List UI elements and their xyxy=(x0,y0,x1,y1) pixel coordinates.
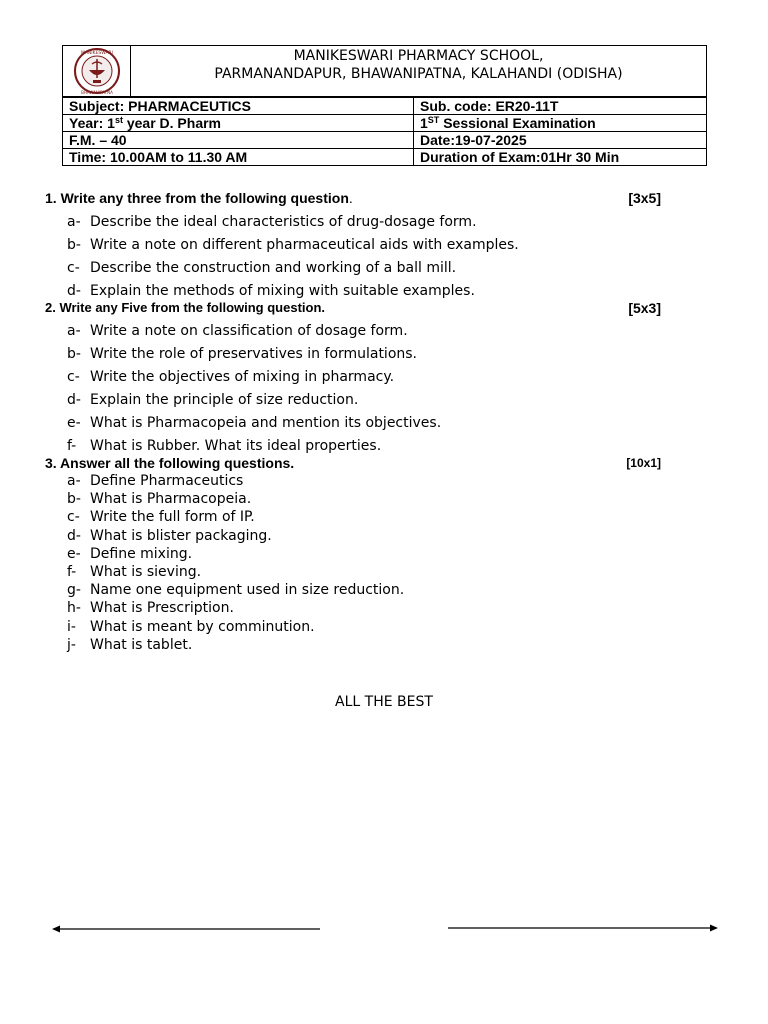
exam-superscript: ST xyxy=(427,115,440,125)
question-1-title xyxy=(45,189,665,207)
time-cell: Time: 10.00AM to 11.30 AM xyxy=(63,149,414,166)
item-text: What is blister packaging. xyxy=(90,527,272,544)
item-text: Write the role of preservatives in formulations. xyxy=(90,346,418,362)
year-text-rest: year D. Pharm xyxy=(122,115,222,131)
item-text: What is Rubber. What its ideal properties. xyxy=(90,438,382,454)
list-item xyxy=(45,545,665,563)
duration-cell: Duration of Exam:01Hr 30 Min xyxy=(414,149,707,166)
list-item xyxy=(45,527,665,545)
item-label: i- xyxy=(67,618,76,635)
logo-text-top: MANIKESWARI xyxy=(80,51,114,56)
school-name xyxy=(131,46,706,83)
item-text: What is Pharmacopeia. xyxy=(90,491,252,508)
info-row xyxy=(63,149,707,166)
date-cell: Date:19-07-2025 xyxy=(414,132,707,149)
closing-message: ALL THE BEST xyxy=(335,694,433,710)
item-text: Write the objectives of mixing in pharmacy. xyxy=(90,369,395,385)
full-marks-cell: F.M. – 40 xyxy=(63,132,414,149)
school-name-line1: MANIKESWARI PHARMACY SCHOOL, xyxy=(293,48,544,64)
list-item xyxy=(45,234,665,257)
item-label: e- xyxy=(67,545,81,562)
question-3-title-text: 3. Answer all the following questions. xyxy=(45,455,295,471)
info-row xyxy=(63,132,707,149)
exam-info-table xyxy=(62,97,707,166)
info-row xyxy=(63,98,707,115)
list-item xyxy=(45,581,665,599)
exam-text: 1 xyxy=(420,115,428,131)
question-1-marks: [3x5] xyxy=(628,190,661,206)
question-3-title xyxy=(45,454,665,472)
list-item xyxy=(45,366,665,389)
right-arrow-icon xyxy=(447,921,721,935)
item-label: c- xyxy=(67,509,80,526)
item-text: Explain the principle of size reduction. xyxy=(90,392,359,408)
sub-code-cell: Sub. code: ER20-11T xyxy=(414,98,707,115)
list-item xyxy=(45,343,665,366)
item-text: What is meant by comminution. xyxy=(90,618,315,635)
list-item xyxy=(45,211,665,234)
question-2-title xyxy=(45,299,665,317)
item-text: Write a note on different pharmaceutical aids with examples. xyxy=(90,237,519,253)
item-label: b- xyxy=(67,346,81,362)
question-1-title-dot: . xyxy=(348,190,353,206)
logo-text-bottom: BHAWANIPATNA xyxy=(81,90,113,95)
item-label: f- xyxy=(67,563,77,580)
item-text: Define mixing. xyxy=(90,545,193,562)
item-text: What is tablet. xyxy=(90,636,193,653)
question-2-title-text: 2. Write any Five from the following question. xyxy=(45,300,326,315)
item-label: f- xyxy=(67,438,77,454)
info-row xyxy=(63,115,707,132)
list-item xyxy=(45,599,665,617)
item-text: Write a note on classification of dosage form. xyxy=(90,323,408,339)
item-label: j- xyxy=(67,636,76,653)
item-label: a- xyxy=(67,323,81,339)
year-cell xyxy=(63,115,414,132)
item-label: d- xyxy=(67,527,81,544)
list-item xyxy=(45,320,665,343)
question-2-marks: [5x3] xyxy=(628,300,661,316)
item-label: a- xyxy=(67,473,81,489)
item-text: Write the full form of IP. xyxy=(90,509,255,526)
list-item xyxy=(45,508,665,526)
school-logo xyxy=(71,46,123,96)
year-superscript: st xyxy=(114,115,123,125)
item-text: Explain the methods of mixing with suitable examples. xyxy=(90,283,475,299)
list-item xyxy=(45,472,665,490)
item-label: h- xyxy=(67,600,81,617)
logo-cell xyxy=(63,46,131,96)
question-1 xyxy=(45,189,665,303)
list-item xyxy=(45,490,665,508)
item-label: b- xyxy=(67,491,81,508)
question-3 xyxy=(45,454,665,654)
item-label: e- xyxy=(67,415,81,431)
item-label: d- xyxy=(67,392,81,408)
subject-cell: Subject: PHARMACEUTICS xyxy=(63,98,414,115)
year-text: Year: 1 xyxy=(69,115,115,131)
item-label: g- xyxy=(67,582,81,599)
question-2 xyxy=(45,299,665,458)
list-item xyxy=(45,636,665,654)
item-label: c- xyxy=(67,260,80,276)
list-item xyxy=(45,563,665,581)
item-text: What is Pharmacopeia and mention its objectives. xyxy=(90,415,442,431)
item-label: d- xyxy=(67,283,81,299)
item-text: What is Prescription. xyxy=(90,600,234,617)
item-text: Describe the ideal characteristics of drug-dosage form. xyxy=(90,214,477,230)
exam-cell xyxy=(414,115,707,132)
item-text: What is sieving. xyxy=(90,563,202,580)
item-text: Describe the construction and working of a ball mill. xyxy=(90,260,457,276)
list-item xyxy=(45,618,665,636)
school-address-line2: PARMANANDAPUR, BHAWANIPATNA, KALAHANDI (ODISHA) xyxy=(214,66,623,82)
item-text: Define Pharmaceutics xyxy=(90,473,244,489)
question-1-title-text: 1. Write any three from the following question xyxy=(45,190,349,206)
item-label: b- xyxy=(67,237,81,253)
question-3-marks: [10x1] xyxy=(626,456,661,470)
left-arrow-icon xyxy=(50,922,322,936)
item-text: Name one equipment used in size reduction. xyxy=(90,582,405,599)
list-item xyxy=(45,257,665,280)
item-label: c- xyxy=(67,369,80,385)
school-header xyxy=(62,45,707,97)
list-item xyxy=(45,412,665,435)
item-label: a- xyxy=(67,214,81,230)
exam-text-rest: Sessional Examination xyxy=(439,115,596,131)
list-item xyxy=(45,389,665,412)
